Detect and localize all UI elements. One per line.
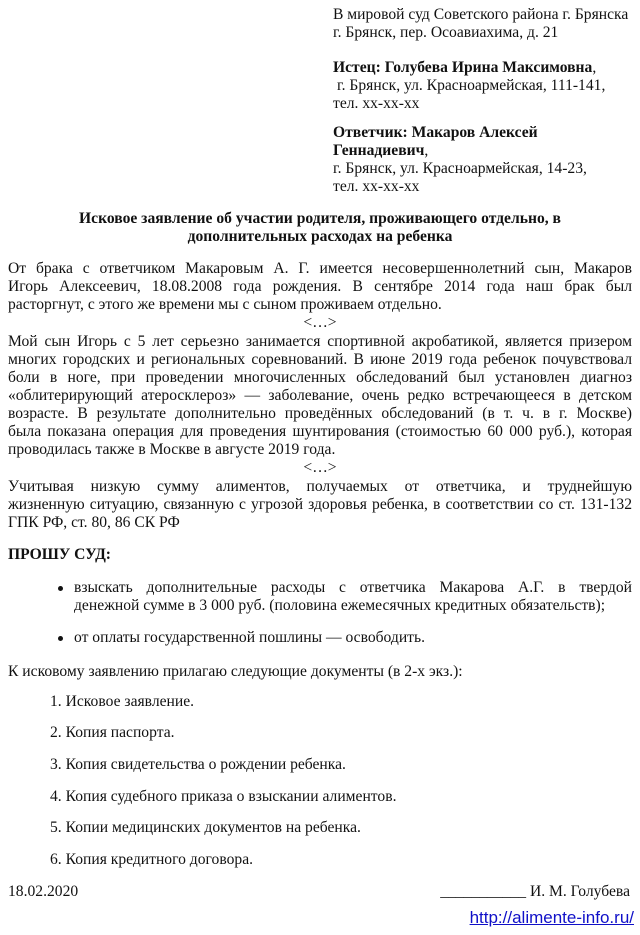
defendant-block: Ответчик: Макаров Алексей Геннадиевич, г. Брянск, ул. Красноармейская, 14-23, тел. хх-хх-хх: [333, 124, 633, 196]
defendant-address: г. Брянск, ул. Красноармейская, 14-23,: [333, 160, 587, 177]
attachments-intro: К исковому заявлению прилагаю следующие документы (в 2-х экз.):: [8, 663, 463, 680]
text-line: Учитывая низкую сумму алиментов, получаемых от ответчика, и труднейшую: [8, 478, 632, 495]
plaintiff-address: г. Брянск, ул. Красноармейская, 111-141,: [337, 77, 606, 94]
attachment-item: 4. Копия судебного приказа о взыскании алиментов.: [50, 788, 397, 805]
attachment-item: 2. Копия паспорта.: [50, 724, 175, 741]
defendant-label-cont: Геннадиевич: [333, 142, 425, 159]
text-line: боли в ноге, при проведении многочисленных обследований был установлен диагноз: [8, 369, 632, 386]
plaintiff-block: Истец: Голубева Ирина Максимовна, г. Брянск, ул. Красноармейская, 111-141, тел. хх-хх-хх: [333, 59, 633, 113]
bullet-icon: [58, 636, 63, 641]
request-item: [74, 579, 632, 615]
text-line: Игорь Алексеевич, 18.08.2008 года рождения. В сентябре 2014 года наш брак был: [8, 278, 632, 295]
bullet-icon: [58, 586, 63, 591]
plaintiff-phone: тел. хх-хх-хх: [333, 95, 420, 112]
defendant-phone: тел. хх-хх-хх: [333, 178, 420, 195]
omission-mark: <…>: [303, 459, 337, 476]
signature-line: ___________: [440, 883, 527, 900]
document-date: 18.02.2020: [8, 883, 79, 900]
text-line: ГПК РФ, ст. 80, 86 СК РФ: [8, 514, 180, 531]
text-line: была показана операция для проведения шунтирования (стоимостью 60 000 руб.), которая: [8, 423, 632, 440]
text-line: денежной сумме в 3 000 руб. (половина ежемесячных кредитных обязательств);: [74, 597, 606, 614]
court-address: г. Брянск, пер. Осоавиахима, д. 21: [333, 24, 559, 41]
text-line: «облитерирующий атеросклероз» — заболевание, очень редко встречающееся в детском: [8, 387, 632, 404]
plaintiff-label: Истец: Голубева Ирина Максимовна: [333, 59, 593, 76]
text-line: жизненную ситуацию, связанную с угрозой здоровья ребенка, в соответствии со ст. 131-132: [8, 496, 632, 513]
text-line: взыскать дополнительные расходы с ответчика Макарова А.Г. в твердой: [74, 579, 632, 596]
request-item: [74, 629, 632, 647]
text-line: расторгнут, с этого же времени мы с сыном проживаем отдельно.: [8, 296, 442, 313]
signature-name: И. М. Голубева: [529, 883, 630, 900]
title-line: Исковое заявление об участии родителя, проживающего отдельно, в: [79, 210, 561, 227]
attachment-item: 5. Копии медицинских документов на ребенка.: [50, 819, 361, 836]
court-name: В мировой суд Советского района г. Брянска: [333, 6, 629, 23]
attachment-item: 1. Исковое заявление.: [50, 693, 195, 710]
paragraph-2: [8, 333, 632, 477]
text-line: Мой сын Игорь с 5 лет серьезно занимается спортивной акробатикой, является призером: [8, 333, 632, 350]
paragraph-1: [8, 260, 632, 332]
text-line: от оплаты государственной пошлины — освободить.: [74, 629, 426, 646]
request-heading: ПРОШУ СУД:: [8, 546, 112, 563]
defendant-label: Ответчик: Макаров Алексей: [333, 124, 538, 141]
text-line: проводилась также в Москве в августе 2019 года.: [8, 441, 336, 458]
paragraph-3: [8, 478, 632, 532]
omission-mark: <…>: [303, 314, 337, 331]
watermark-url: http://alimente-info.ru/: [469, 908, 634, 927]
attachment-item: 3. Копия свидетельства о рождении ребенка.: [50, 756, 346, 773]
text-line: От брака с ответчиком Макаровым А. Г. имеется несовершеннолетний сын, Макаров: [8, 260, 632, 277]
court-addressee: [333, 6, 633, 42]
document-title: [0, 210, 640, 246]
text-line: многих городских и региональных соревнований. В июне 2019 года ребенок почувствовал: [8, 351, 632, 368]
title-line: дополнительных расходах на ребенка: [187, 228, 453, 245]
attachment-item: 6. Копия кредитного договора.: [50, 851, 254, 868]
text-line: возрасте. В результате дополнительно проведённых обследований (в т. ч. в г. Москве): [8, 405, 632, 422]
signature: [440, 883, 630, 901]
